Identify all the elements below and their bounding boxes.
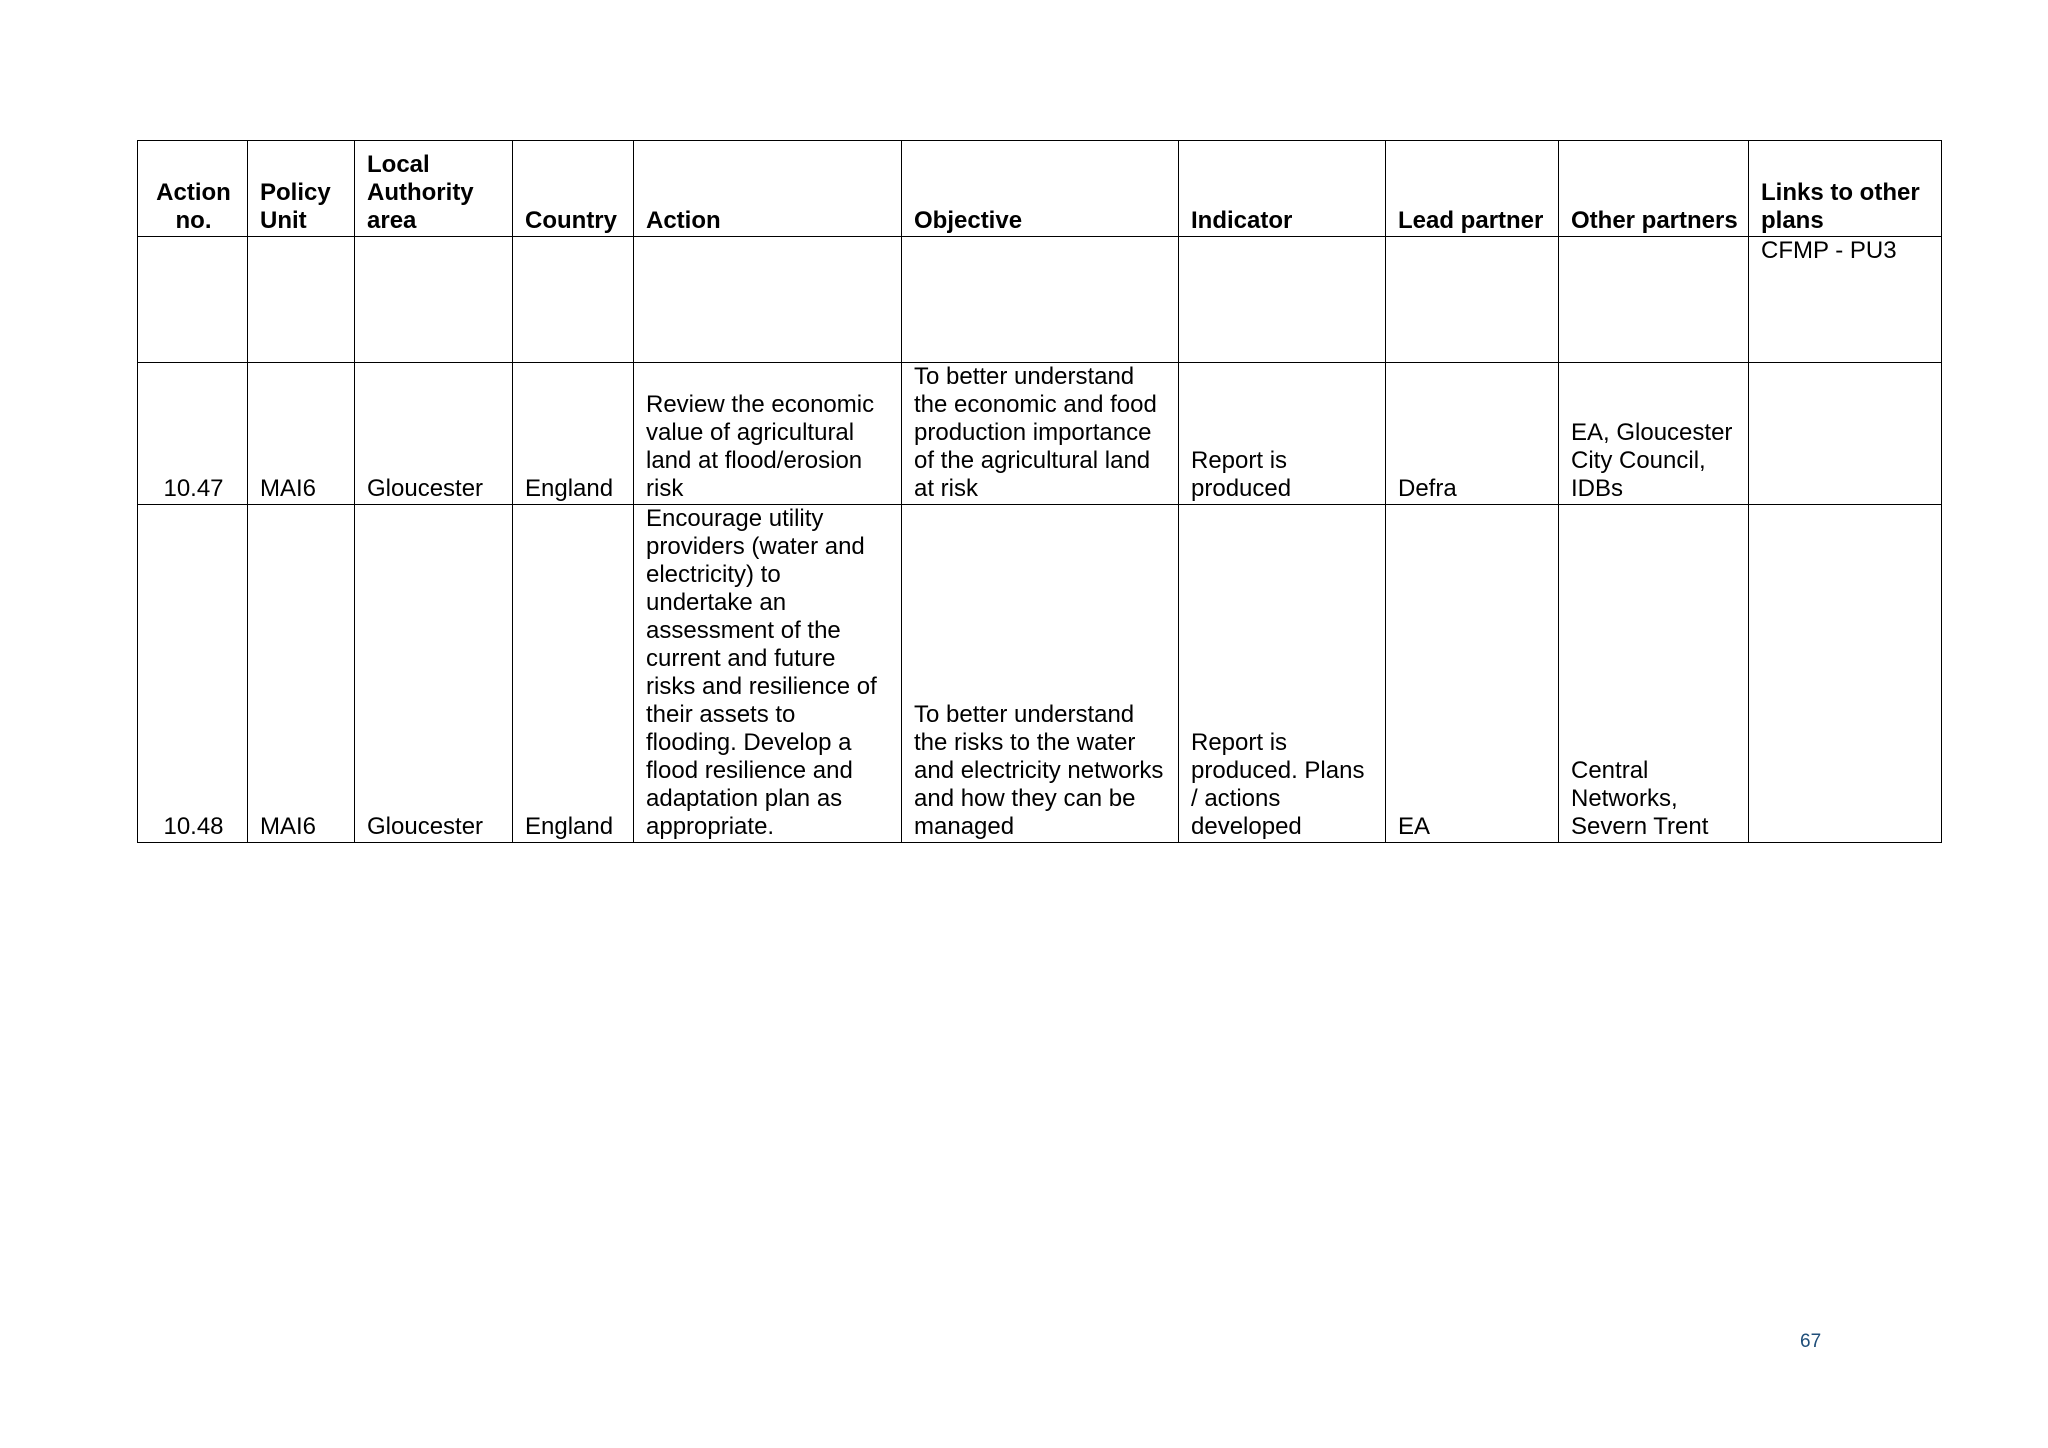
cell-policy-unit — [248, 237, 355, 363]
cell-action: Review the economic value of agricultural land at flood/erosion risk — [634, 363, 902, 505]
action-plan-table — [137, 140, 1942, 843]
header-lead-partner: Lead partner — [1386, 141, 1559, 237]
cell-action-no — [138, 237, 248, 363]
table-row — [138, 505, 1942, 843]
table-header-row — [138, 141, 1942, 237]
cell-objective: To better understand the risks to the water and electricity networks and how they can be managed — [902, 505, 1179, 843]
cell-policy-unit: MAI6 — [248, 505, 355, 843]
cell-objective — [902, 237, 1179, 363]
header-objective: Objective — [902, 141, 1179, 237]
header-local-authority: Local Authority area — [355, 141, 513, 237]
cell-lead-partner: EA — [1386, 505, 1559, 843]
cell-local-authority: Gloucester — [355, 505, 513, 843]
cell-action-no: 10.48 — [138, 505, 248, 843]
page-number: 67 — [1800, 1331, 1822, 1352]
cell-country: England — [513, 505, 634, 843]
cell-action-no: 10.47 — [138, 363, 248, 505]
header-indicator: Indicator — [1179, 141, 1386, 237]
cell-links: CFMP - PU3 — [1749, 237, 1942, 363]
header-action: Action — [634, 141, 902, 237]
cell-other-partners: Central Networks, Severn Trent — [1559, 505, 1749, 843]
cell-policy-unit: MAI6 — [248, 363, 355, 505]
cell-lead-partner: Defra — [1386, 363, 1559, 505]
cell-indicator: Report is produced — [1179, 363, 1386, 505]
cell-links — [1749, 363, 1942, 505]
table-row — [138, 363, 1942, 505]
cell-country — [513, 237, 634, 363]
header-other-partners: Other partners — [1559, 141, 1749, 237]
cell-objective: To better understand the economic and food production importance of the agricultural land at risk — [902, 363, 1179, 505]
table-row — [138, 237, 1942, 363]
header-policy-unit: Policy Unit — [248, 141, 355, 237]
cell-indicator: Report is produced. Plans / actions developed — [1179, 505, 1386, 843]
header-action-no: Action no. — [138, 141, 248, 237]
cell-links — [1749, 505, 1942, 843]
cell-local-authority: Gloucester — [355, 363, 513, 505]
cell-local-authority — [355, 237, 513, 363]
header-links: Links to other plans — [1749, 141, 1942, 237]
cell-indicator — [1179, 237, 1386, 363]
header-country: Country — [513, 141, 634, 237]
cell-country: England — [513, 363, 634, 505]
cell-action: Encourage utility providers (water and electricity) to undertake an assessment of the current and future risks and resilience of their assets to flooding. Develop a flood resilience and adaptation plan as appropriate. — [634, 505, 902, 843]
cell-action — [634, 237, 902, 363]
cell-lead-partner — [1386, 237, 1559, 363]
cell-other-partners — [1559, 237, 1749, 363]
cell-other-partners: EA, Gloucester City Council, IDBs — [1559, 363, 1749, 505]
